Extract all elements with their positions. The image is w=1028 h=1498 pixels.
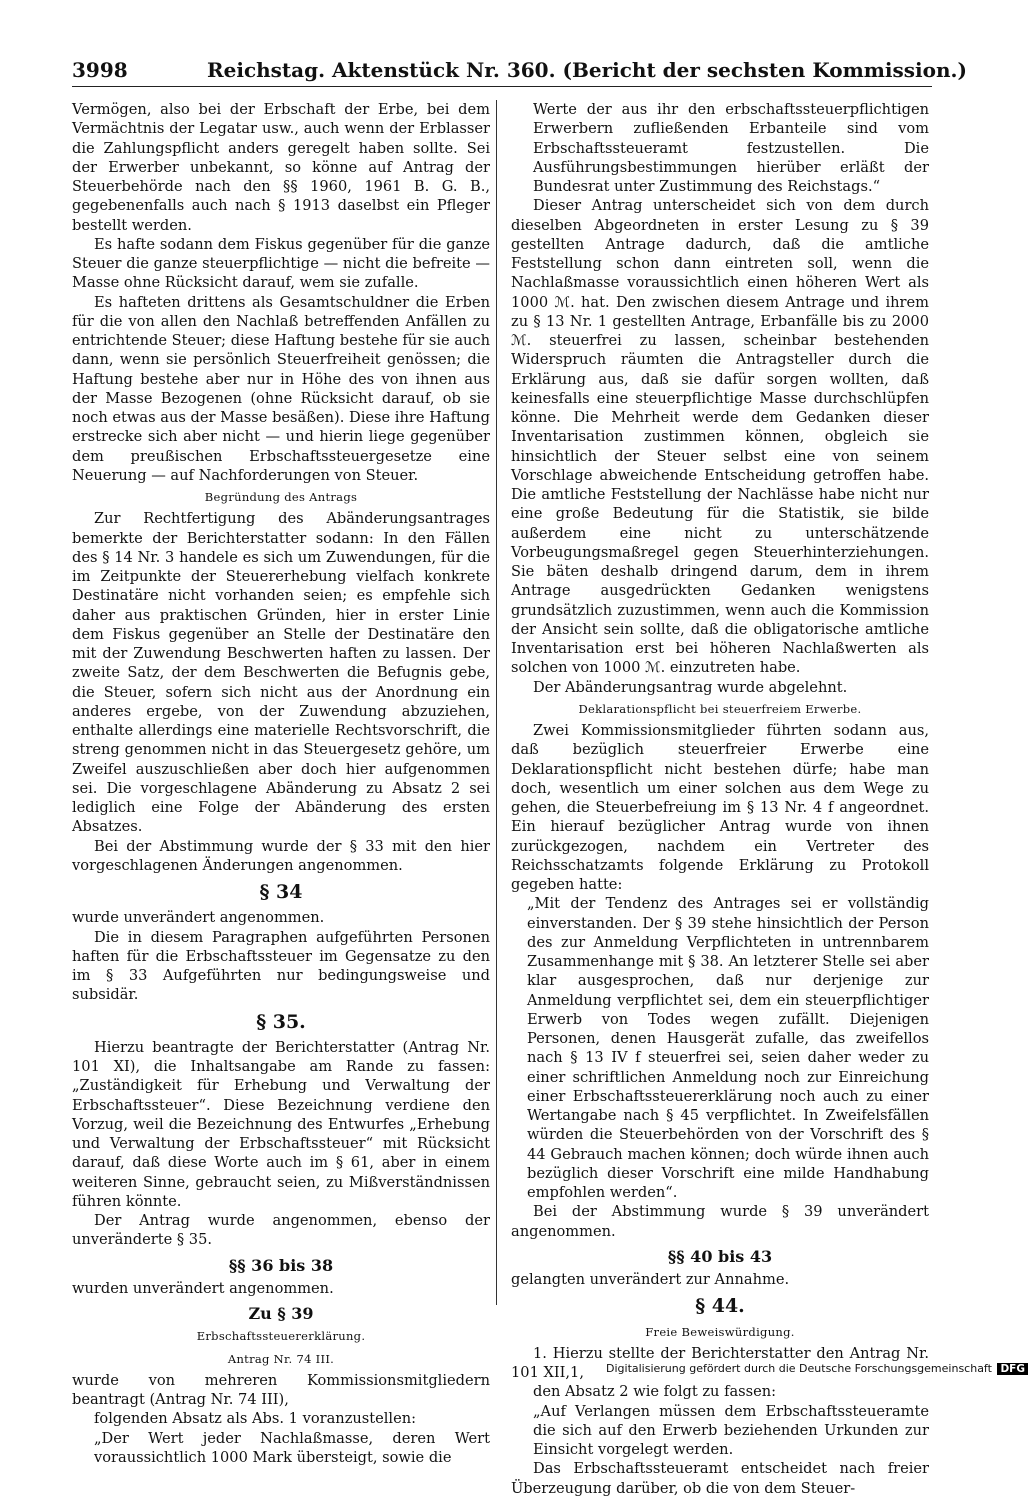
paragraph: Es hafteten drittens als Gesamtschuldner die Erben für die von allen den Nachlaß betreffenden Anfällen zu entrichtende Steuer; diese Haftung bestehe für sie auch dann, wenn sie persönlich Steuerfreiheit genössen; die Haftung bestehe aber nur in Höhe des von ihnen aus der Masse Bezogenen (ohne Rücksicht darauf, ob sie noch etwas aus der Masse besäßen). Diese ihre Haftung erstrecke sich aber nicht — und hierin liege gegenüber dem preußischen Erbschaftssteuergesetze eine Neuerung — auf Nachforderungen von Steuer. — [72, 293, 490, 484]
subheading-beweis: Freie Beweiswürdigung. — [645, 1324, 795, 1339]
quote: „Auf Verlangen müssen dem Erbschaftssteueramte die sich auf den Erwerb beziehenden Urkunden zur Einsicht vorgelegt werden. — [533, 1402, 929, 1458]
section-heading-44: § 44. — [695, 1295, 745, 1318]
section-heading-34: § 34 — [259, 881, 303, 903]
paragraph: Das Erbschaftssteueramt entscheidet nach freier Überzeugung darüber, ob die von dem Steuer- — [511, 1460, 929, 1497]
paragraph: Bei der Abstimmung wurde § 39 unverändert angenommen. — [511, 1203, 929, 1240]
column-divider — [496, 100, 497, 1305]
left-column — [72, 100, 490, 1467]
section-heading-36-38: §§ 36 bis 38 — [228, 1255, 334, 1275]
paragraph: Vermögen, also bei der Erbschaft der Erbe, bei dem Vermächtnis der Legatar usw., auch wenn der Erblasser die Zahlungspflicht anders geregelt haben sollte. Sei der Erwerber unbekannt, so könne auf Antrag der Steuerbehörde nach den §§ 1960, 1961 B. G. B., gegebenenfalls auch nach § 1913 daselbst ein Pfleger bestellt werden. — [72, 101, 490, 234]
right-column — [511, 100, 929, 1498]
footer-text: Digitalisierung gefördert durch die Deutsche Forschungsgemeinschaft — [606, 1362, 992, 1375]
footer-credit — [606, 1362, 1028, 1375]
paragraph: wurden unverändert angenommen. — [72, 1279, 334, 1297]
subheading-begruendung: Begründung des Antrags — [204, 490, 358, 504]
section-heading-35: § 35. — [256, 1010, 306, 1033]
paragraph: Zwei Kommissionsmitglieder führten sodann aus, daß bezüglich steuerfreier Erwerbe eine Deklarationspflicht nicht bestehen dürfe; habe man doch, wesentlich um einer solchen aus dem Wege zu gehen, die Steuerbefreiung im § 13 Nr. 4 f angeordnet. Ein hierauf bezüglicher Antrag wurde von ihnen zurückgezogen, nachdem ein Vertreter des Reichsschatzamts folgende Erklärung zu Protokoll gegeben hatte: — [511, 722, 929, 893]
paragraph: Der Antrag wurde angenommen, ebenso der unveränderte § 35. — [72, 1212, 490, 1249]
subheading-erklaerung: Erbschaftssteuererklärung. — [196, 1329, 366, 1344]
paragraph: 1. Hierzu stellte der Berichterstatter den Antrag Nr. 101 XII,1, — [511, 1344, 929, 1381]
paragraph: folgenden Absatz als Abs. 1 voranzustellen: — [94, 1410, 417, 1428]
paragraph: Dieser Antrag unterscheidet sich von dem durch dieselben Abgeordneten in erster Lesung zu § 39 gestellten Antrage dadurch, daß die amtliche Feststellung schon dann eintreten soll, wenn die Nachlaßmasse voraussichtlich einen höheren Wert als 1000 ℳ. hat. Den zwischen diesem Antrage und ihrem zu § 13 Nr. 1 gestellten Antrage, Erbanfälle bis zu 2000 ℳ. steuerfrei zu lassen, scheinbar bestehenden Widerspruch räumten die Antragsteller durch die Erklärung aus, daß sie dafür sorgen wollten, daß keinesfalls eine steuerpflichtige Masse durchschlüpfen könne. Die Mehrheit werde dem Gedanken dieser Inventarisation zustimmen können, obgleich sie hinsichtlich der Steuer selbst eine von seinem Vorschlage abweichende Entscheidung getroffen habe. Die amtliche Feststellung der Nachlässe habe nicht nur eine große Bedeutung für die Statistik, sie bilde außerdem eine nicht zu unterschätzende Vorbeugungsmaßregel gegen Steuerhinterziehungen. Sie bäten deshalb dringend darum, dem in ihrem Antrage ausgedrückten Gedanken wenigstens grundsätzlich zuzustimmen, wenn auch die Kommission der Ansicht sein sollte, daß die obligatorische amtliche Inventarisation erst bei höheren Nachlaßwerten als solchen von 1000 ℳ. einzutreten habe. — [511, 197, 929, 677]
page-number: 3998 — [72, 58, 128, 82]
paragraph: gelangten unverändert zur Annahme. — [511, 1271, 790, 1288]
quote: „Der Wert jeder Nachlaßmasse, deren Wert voraussichtlich 1000 Mark übersteigt, sowie die — [94, 1429, 490, 1466]
paragraph: Zur Rechtfertigung des Abänderungsantrages bemerkte der Berichterstatter sodann: In den Fällen des § 14 Nr. 3 handele es sich um Zuwendungen, für die im Zeitpunkte der Steuererhebung vielfach konkrete Destinatäre nicht vorhanden seien; es empfehle sich daher aus praktischen Gründen, hier in erster Linie dem Fiskus gegenüber an Stelle der Destinatäre den mit der Zuwendung Beschwerten haften zu lassen. Der zweite Satz, der dem Beschwerten die Befugnis gebe, die Steuer, sofern sich nicht aus der Anordnung ein anderes ergebe, von der Zuwendung abzuziehen, enthalte allerdings eine materielle Rechtsvorschrift, die streng genommen nicht in das Steuergesetz gehöre, um Zweifel auszuschließen aber doch hier aufgenommen sei. Die vorgeschlagene Abänderung zu Absatz 2 sei lediglich eine Folge der Abänderung des ersten Absatzes. — [72, 510, 490, 836]
paragraph: wurde von mehreren Kommissionsmitgliedern beantragt (Antrag Nr. 74 III), — [72, 1371, 490, 1408]
paragraph: wurde unverändert angenommen. — [72, 909, 325, 927]
paragraph: Bei der Abstimmung wurde der § 33 mit den hier vorgeschlagenen Änderungen angenommen. — [72, 837, 490, 874]
dfg-logo: DFG — [997, 1363, 1028, 1375]
quote: Werte der aus ihr den erbschaftssteuerpflichtigen Erwerbern zufließenden Erbanteile sind vom Erbschaftssteueramt festzustellen. Die Ausführungsbestimmungen hierüber erläßt der Bundesrat unter Zustimmung des Reichstags.“ — [533, 101, 929, 195]
subheading-antrag: Antrag Nr. 74 III. — [227, 1351, 335, 1366]
section-heading-39: Zu § 39 — [248, 1304, 314, 1323]
paragraph: Der Abänderungsantrag wurde abgelehnt. — [533, 678, 848, 696]
paragraph: den Absatz 2 wie folgt zu fassen: — [533, 1383, 777, 1401]
paragraph: Hierzu beantragte der Berichterstatter (Antrag Nr. 101 XI), die Inhaltsangabe am Rande zu fassen: „Zuständigkeit für Erhebung und Verwaltung der Erbschaftssteuer“. Diese Bezeichnung verdiene den Vorzug, weil die Bezeichnung des Entwurfes „Erhebung und Verwaltung der Erbschaftssteuer“ mit Rücksicht darauf, daß diese Worte auch im § 61, aber in einem weiteren Sinne, gebraucht seien, zu Mißverständnissen führen könnte. — [72, 1038, 490, 1210]
subheading-deklaration: Deklarationspflicht bei steuerfreiem Erwerbe. — [578, 701, 862, 716]
quote: „Mit der Tendenz des Antrages sei er vollständig einverstanden. Der § 39 stehe hinsichtlich der Person des zur Anmeldung Verpflichteten in untrennbarem Zusammenhange mit § 38. An letzterer Stelle sei aber klar ausgesprochen, daß nur derjenige zur Anmeldung verpflichtet sei, dem ein steuerpflichtiger Erwerb von Todes wegen zufällt. Diejenigen Personen, denen Hausgerät zufalle, das zweifellos nach § 13 IV f steuerfrei sei, seien daher weder zu einer schriftlichen Anmeldung noch zur Einreichung einer Erbschaftssteuererklärung noch auch zu einer Wertangabe nach § 45 verpflichtet. In Zweifelsfällen würden die Steuerbehörden von der Vorschrift des § 44 Gebrauch machen können; doch würde ihnen auch bezüglich dieser Vorschrift eine milde Handhabung empfohlen werden“. — [527, 895, 929, 1201]
paragraph: Die in diesem Paragraphen aufgeführten Personen haften für die Erbschaftssteuer im Gegensatze zu den im § 33 Aufgeführten nur bedingungsweise und subsidär. — [72, 928, 490, 1004]
page-header — [72, 56, 967, 87]
running-title: Reichstag. Aktenstück Nr. 360. (Bericht der sechsten Kommission.) — [207, 58, 967, 82]
section-heading-40-43: §§ 40 bis 43 — [667, 1246, 773, 1266]
paragraph: Es hafte sodann dem Fiskus gegenüber für die ganze Steuer die ganze steuerpflichtige — nicht die befreite — Masse ohne Rücksicht darauf, wem sie zufalle. — [72, 235, 490, 292]
